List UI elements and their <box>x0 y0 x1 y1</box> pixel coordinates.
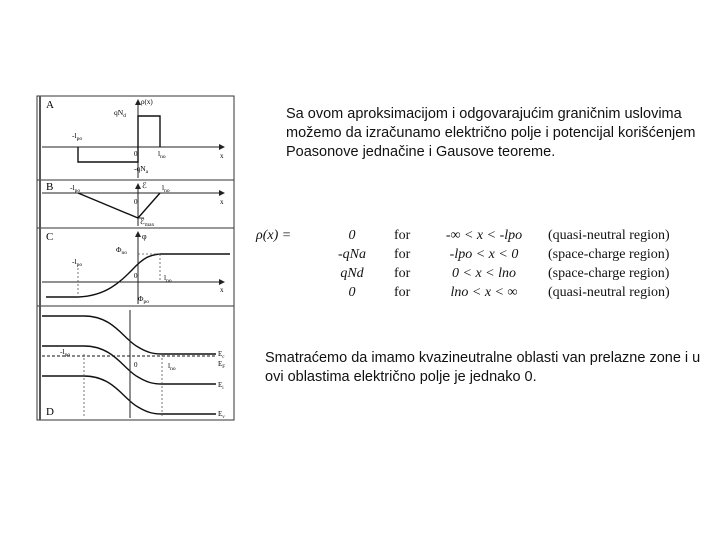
equation-condition: lno < x < ∞ <box>450 285 518 300</box>
equation-for: for <box>394 285 411 300</box>
panel-a-qna-label: $-qN_a$ <box>134 164 149 175</box>
panel-a-rho-label: ρ(x) <box>141 98 153 106</box>
panel-d-ei-label: $E_i$ <box>218 381 224 391</box>
panel-d-zero-label: 0 <box>134 361 138 369</box>
panel-a-qnd-label: $qN_d$ <box>114 108 126 119</box>
valence-band-curve <box>42 376 216 414</box>
charge-density-curve <box>78 116 160 162</box>
panel-c-lpo-label: $-l_{po}$ <box>72 257 83 268</box>
panel-b-zero-label: 0 <box>134 198 138 206</box>
charge-density-equation <box>256 226 696 306</box>
panel-a-tag: A <box>46 99 54 111</box>
intro-paragraph: Sa ovom aproksimacijom i odgovarajućim graničnim uslovima možemo da izračunamo električno polje i potencijal korišćenjem Poasonove jednačine i Gausove teoreme. <box>286 106 696 160</box>
panel-c-phi-no-label: $\Phi_{no}$ <box>116 245 127 256</box>
panel-d-ef-label: $E_F$ <box>218 360 226 370</box>
equation-note: (quasi-neutral region) <box>548 285 670 300</box>
panel-b-lpo-label: $-l_{po}$ <box>70 183 81 194</box>
equation-value: 0 <box>348 285 356 300</box>
panel-c-tag: C <box>46 231 54 243</box>
equation-note: (quasi-neutral region) <box>548 228 670 243</box>
panel-d-ec-label: $E_c$ <box>218 350 225 360</box>
conduction-band-curve <box>42 316 216 354</box>
panel-c-phi-label: φ <box>142 232 147 241</box>
pn-junction-diagram <box>34 92 238 422</box>
panel-a-lpo-label: $-l_{po}$ <box>72 131 83 142</box>
equation-value: 0 <box>348 228 356 243</box>
panel-a-lno-label: $l_{no}$ <box>158 149 166 160</box>
panel-c-zero-label: 0 <box>134 272 138 280</box>
quasi-neutral-paragraph: Smatraćemo da imamo kvazineutralne oblasti van prelazne zone i u ovi oblastima električno polje je jednako 0. <box>265 350 701 385</box>
equation-for: for <box>394 228 411 243</box>
panel-b-field-label: ℰ <box>142 181 147 190</box>
panel-c-phi-po-label: $\Phi_{po}$ <box>138 294 149 305</box>
equation-note: (space-charge region) <box>548 247 670 262</box>
panel-d-lno-label: $l_{no}$ <box>168 361 176 372</box>
pn-junction-figure <box>34 92 238 422</box>
panel-d-ev-label: $E_v$ <box>218 410 225 420</box>
panel-b-x-label: x <box>220 198 224 206</box>
equation-condition: 0 < x < lno <box>452 266 516 281</box>
panel-d-tag: D <box>46 406 54 418</box>
equation-condition: -lpo < x < 0 <box>449 247 519 262</box>
panel-a-zero-label: 0 <box>134 150 138 158</box>
panel-b-lno-label: $l_{no}$ <box>162 183 170 194</box>
equation-value: -qNa <box>338 247 366 262</box>
panel-c-lno-label: $l_{no}$ <box>164 273 172 284</box>
equation-for: for <box>394 247 411 262</box>
panel-d-lpo-label: $-l_{po}$ <box>60 347 71 358</box>
equation-value: qNd <box>340 266 364 281</box>
panel-b-emax-label: ℰ$_{max}$ <box>140 217 155 228</box>
equation-for: for <box>394 266 411 281</box>
equation-note: (space-charge region) <box>548 266 670 281</box>
panel-c-x-label: x <box>220 286 224 294</box>
equation-condition: -∞ < x < -lpo <box>445 228 523 243</box>
panel-b-tag: B <box>46 181 54 193</box>
electric-field-curve <box>78 193 160 218</box>
panel-a-x-label: x <box>220 152 224 160</box>
equation-lhs: ρ(x) = <box>256 228 292 243</box>
